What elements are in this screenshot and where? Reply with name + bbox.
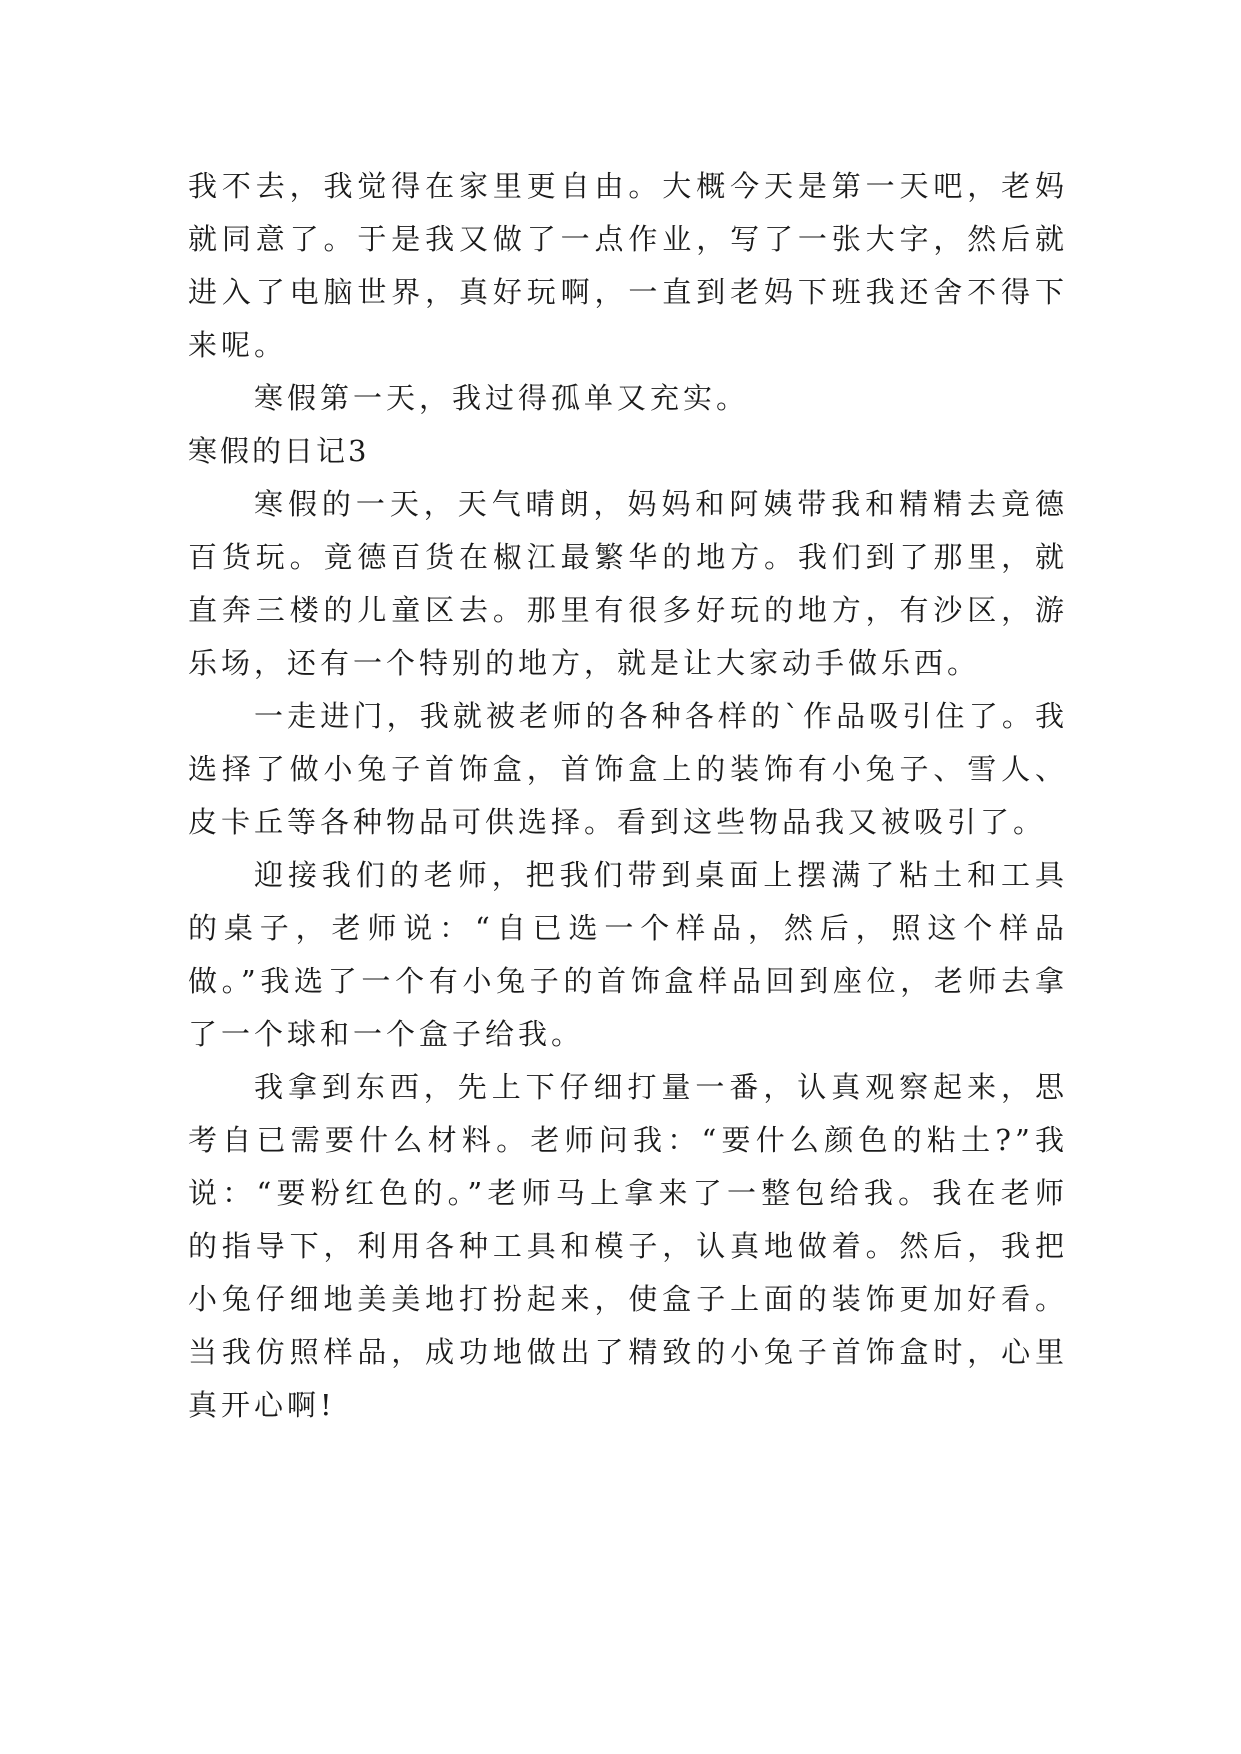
section-heading: 寒假的日记3 xyxy=(188,434,370,468)
document-body xyxy=(188,160,1068,1432)
paragraph: 寒假的一天，天气晴朗，妈妈和阿姨带我和精精去竟德百货玩。竟德百货在椒江最繁华的地方。我们到了那里，就直奔三楼的儿童区去。那里有很多好玩的地方，有沙区，游乐场，还有一个特别的地方，就是让大家动手做乐西。 xyxy=(188,487,1068,680)
paragraph: 一走进门，我就被老师的各种各样的`作品吸引住了。我选择了做小兔子首饰盒，首饰盒上的装饰有小兔子、雪人、皮卡丘等各种物品可供选择。看到这些物品我又被吸引了。 xyxy=(188,699,1068,839)
paragraph-continuation: 我不去，我觉得在家里更自由。大概今天是第一天吧，老妈就同意了。于是我又做了一点作业，写了一张大字，然后就进入了电脑世界，真好玩啊，一直到老妈下班我还舍不得下来呢。 xyxy=(188,169,1068,362)
paragraph: 迎接我们的老师，把我们带到桌面上摆满了粘土和工具的桌子，老师说：“自已选一个样品，然后，照这个样品做。”我选了一个有小兔子的首饰盒样品回到座位，老师去拿了一个球和一个盒子给我。 xyxy=(188,858,1068,1051)
paragraph-closing: 寒假第一天，我过得孤单又充实。 xyxy=(254,381,750,415)
paragraph: 我拿到东西，先上下仔细打量一番，认真观察起来，思考自已需要什么材料。老师问我：“要什么颜色的粘土?”我说：“要粉红色的。”老师马上拿来了一整包给我。我在老师的指导下，利用各种工具和模子，认真地做着。然后，我把小兔仔细地美美地打扮起来，使盒子上面的装饰更加好看。当我仿照样品，成功地做出了精致的小兔子首饰盒时，心里真开心啊! xyxy=(188,1070,1068,1422)
